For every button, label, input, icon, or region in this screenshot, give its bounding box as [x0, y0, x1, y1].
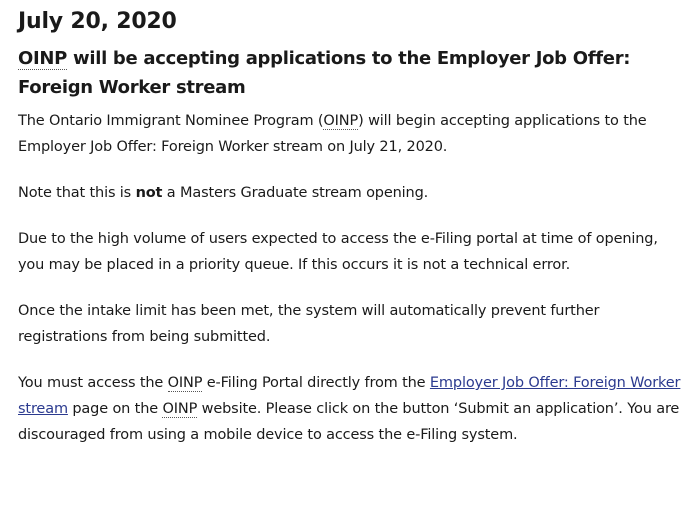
paragraph-text: website. Please click on the button ‘Submit an application’. You are discouraged from using a mobile device to access the e-Filing system.: [18, 401, 680, 443]
paragraph-text: a Masters Graduate stream opening.: [162, 185, 429, 201]
oinp-abbreviation[interactable]: OINP: [167, 375, 203, 391]
paragraph-text: You must access the: [18, 375, 168, 391]
paragraph-intake-limit: Once the intake limit has been met, the system will automatically prevent further registrations from being submitted.: [18, 303, 600, 345]
oinp-abbreviation[interactable]: OINP: [18, 48, 68, 69]
paragraph-text: Note that this is: [18, 185, 136, 201]
paragraph-text: The Ontario Immigrant Nominee Program (: [18, 113, 324, 129]
news-article: [18, 8, 688, 448]
paragraph-program-opening: [18, 108, 688, 160]
employer-job-offer-link[interactable]: Employer Job Offer: Foreign Worker stream: [18, 375, 681, 417]
headline-text: will be accepting applications to the Employer Job Offer: Foreign Worker stream: [18, 48, 631, 98]
oinp-abbreviation[interactable]: OINP: [162, 401, 198, 417]
paragraph-efiling-instructions: [18, 370, 688, 448]
paragraph-priority-queue: Due to the high volume of users expected to access the e-Filing portal at time of opening, you may be placed in a priority queue. If this occurs it is not a technical error.: [18, 231, 658, 273]
paragraph-masters-note: [18, 180, 688, 206]
paragraph-text: page on the: [67, 401, 163, 417]
paragraph-text: ) will begin accepting applications to the Employer Job Offer: Foreign Worker stream on July 21, 2020.: [18, 113, 647, 155]
emphasis-not: not: [135, 185, 163, 201]
article-headline: [18, 44, 688, 102]
oinp-abbreviation[interactable]: OINP: [323, 113, 359, 129]
article-date: July 20, 2020: [18, 9, 177, 34]
paragraph-text: e-Filing Portal directly from the: [202, 375, 430, 391]
